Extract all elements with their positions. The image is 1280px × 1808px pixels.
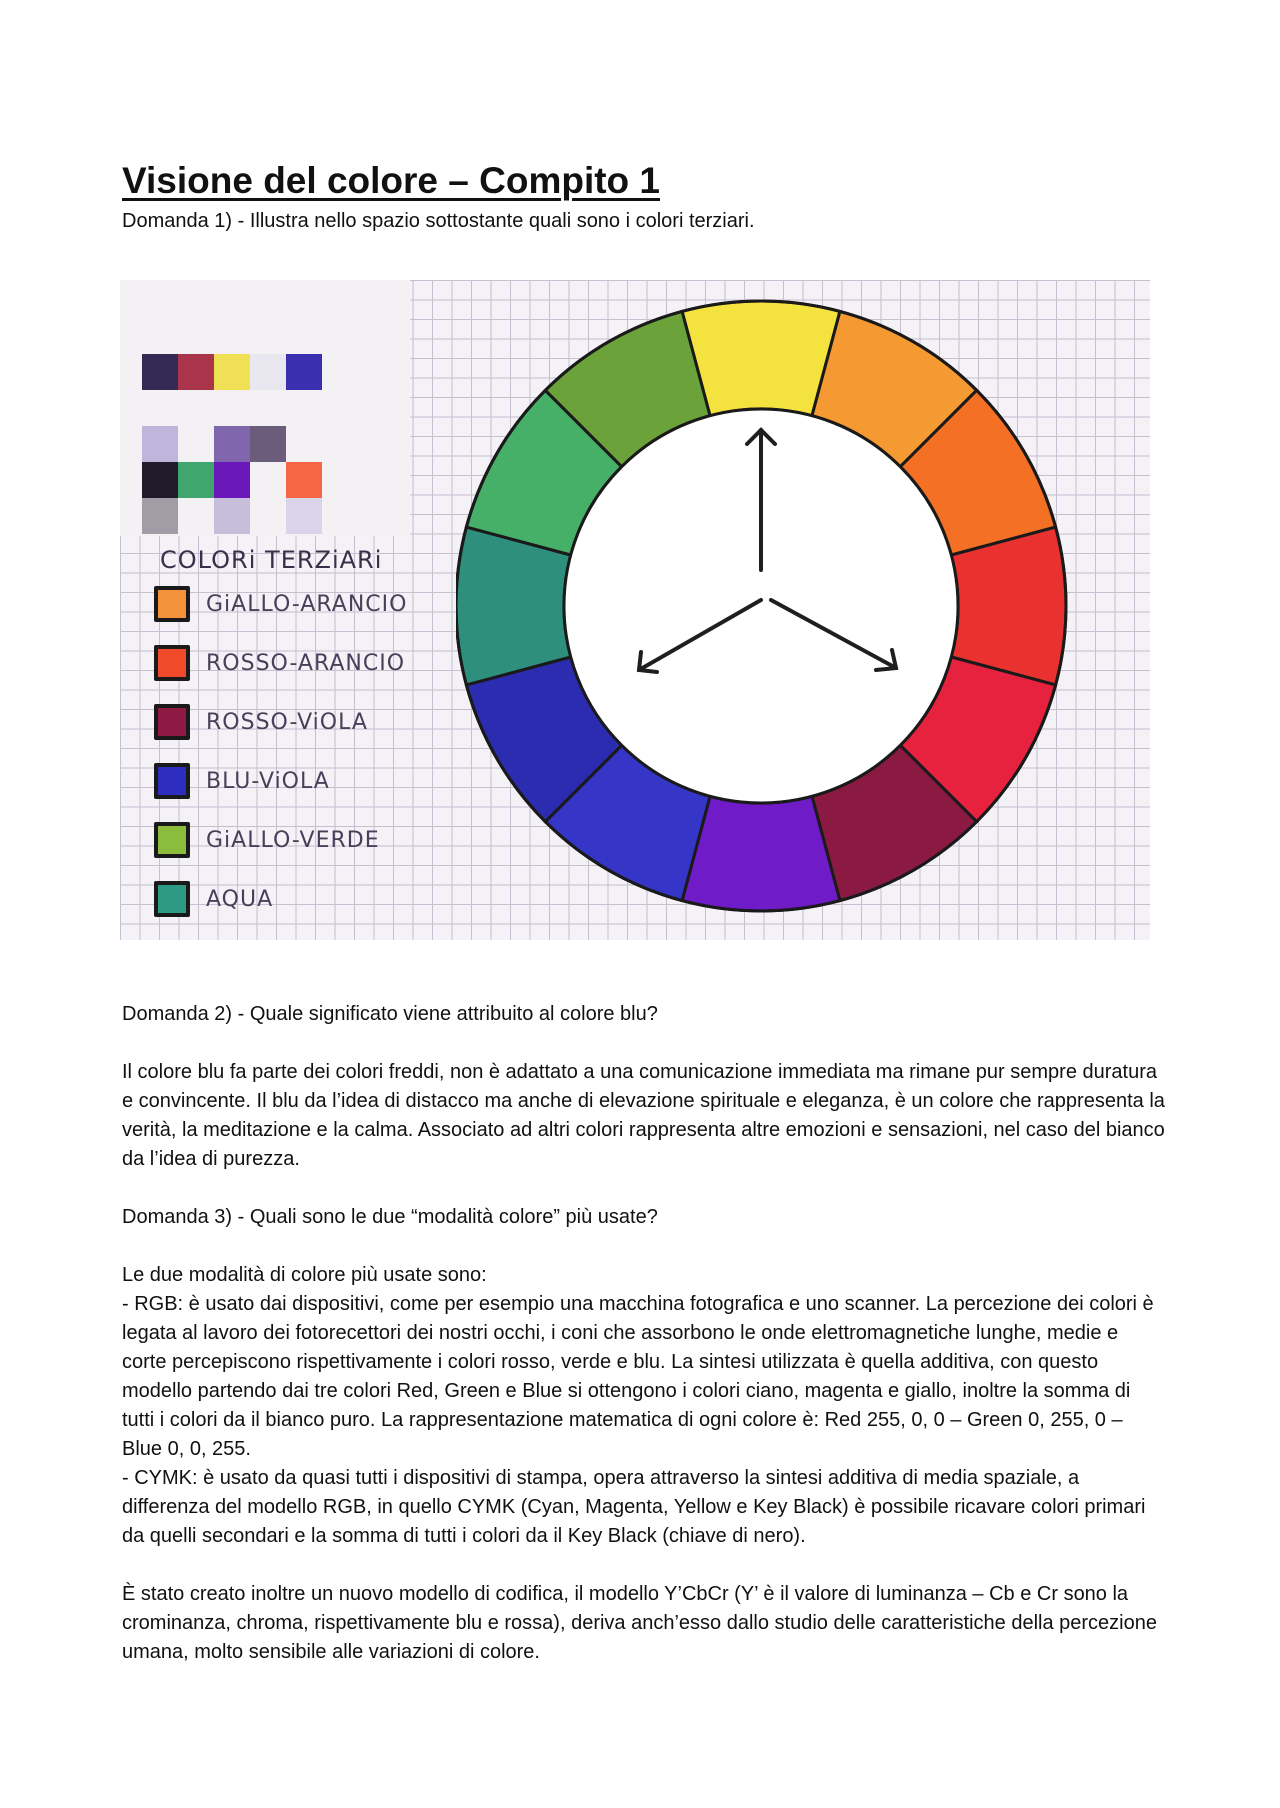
answer-3-intro: Le due modalità di colore più usate sono: bbox=[122, 1264, 487, 1286]
censor-block bbox=[286, 462, 322, 498]
color-wheel-figure bbox=[120, 280, 1150, 940]
legend-label: AQUA bbox=[206, 887, 274, 912]
censor-block bbox=[214, 426, 250, 462]
censor-block bbox=[214, 354, 250, 390]
censor-block bbox=[178, 462, 214, 498]
answer-4: È stato creato inoltre un nuovo modello di codifica, il modello Y’CbCr (Y’ è il valore di luminanza – Cb e Cr sono la crominanza, chroma, rispettivamente blu e rossa), deriva anch’esso dallo studio delle caratteristiche della percezione umana, molto sensibile alle variazioni di colore. bbox=[122, 1583, 1157, 1663]
legend-label: ROSSO-ViOLA bbox=[206, 710, 368, 735]
answer-3-cymk: - CYMK: è usato da quasi tutti i dispositivi di stampa, opera attraverso la sintesi additiva di media spaziale, a differenza del modello RGB, in quello CYMK (Cyan, Magenta, Yellow e Key Black) è possibile ricavare colori primari da quelli secondari e la somma di tutti i colori da il Key Black (chiave di nero). bbox=[122, 1467, 1146, 1547]
censored-area bbox=[120, 280, 410, 536]
question-2: Domanda 2) - Quale significato viene attribuito al colore blu? bbox=[122, 1003, 658, 1025]
censor-block bbox=[142, 354, 178, 390]
legend-swatch bbox=[154, 822, 190, 858]
legend-swatch bbox=[154, 704, 190, 740]
legend-label: ROSSO-ARANCIO bbox=[206, 651, 406, 676]
censor-block bbox=[142, 426, 178, 462]
censor-block bbox=[286, 354, 322, 390]
censor-block bbox=[142, 498, 178, 534]
legend-swatch bbox=[154, 881, 190, 917]
question-1: Domanda 1) - Illustra nello spazio sottostante quali sono i colori terziari. bbox=[122, 210, 755, 232]
censor-block bbox=[178, 354, 214, 390]
legend-swatch bbox=[154, 645, 190, 681]
censor-block bbox=[250, 426, 286, 462]
censor-block bbox=[250, 354, 286, 390]
censor-block bbox=[214, 462, 250, 498]
page-title: Visione del colore – Compito 1 bbox=[122, 160, 660, 201]
answer-2: Il colore blu fa parte dei colori freddi, non è adattato a una comunicazione immediata ma rimane pur sempre duratura e convincente. Il blu da l’idea di distacco ma anche di elevazione spirituale e eleganza, è un colore che rappresenta la verità, la meditazione e la calma. Associato ad altri colori rappresenta altre emozioni e sensazioni, nel caso del bianco da l’idea di purezza. bbox=[122, 1061, 1165, 1170]
question-3: Domanda 3) - Quali sono le due “modalità colore” più usate? bbox=[122, 1206, 658, 1228]
legend-title: COLORi TERZiARi bbox=[160, 546, 383, 574]
legend-label: GiALLO-ARANCIO bbox=[206, 592, 408, 617]
legend-label: BLU-ViOLA bbox=[206, 769, 330, 794]
legend-swatch bbox=[154, 586, 190, 622]
color-wheel bbox=[456, 280, 1076, 920]
legend-swatch bbox=[154, 763, 190, 799]
censor-block bbox=[142, 462, 178, 498]
censor-block bbox=[286, 498, 322, 534]
answer-3-rgb: - RGB: è usato dai dispositivi, come per esempio una macchina fotografica e uno scanner. La percezione dei colori è legata al lavoro dei fotorecettori dei nostri occhi, i coni che assorbono le onde elettromagnetiche lunghe, medie e corte percepiscono rispettivamente i colori rosso, verde e blu. La sintesi utilizzata è quella additiva, con questo modello partendo dai tre colori Red, Green e Blue si ottengono i colori ciano, magenta e giallo, inoltre la somma di tutti i colori da il bianco puro. La rappresentazione matematica di ogni colore è: Red 255, 0, 0 – Green 0, 255, 0 – Blue 0, 0, 255. bbox=[122, 1293, 1154, 1460]
legend-label: GiALLO-VERDE bbox=[206, 828, 380, 853]
censor-block bbox=[214, 498, 250, 534]
